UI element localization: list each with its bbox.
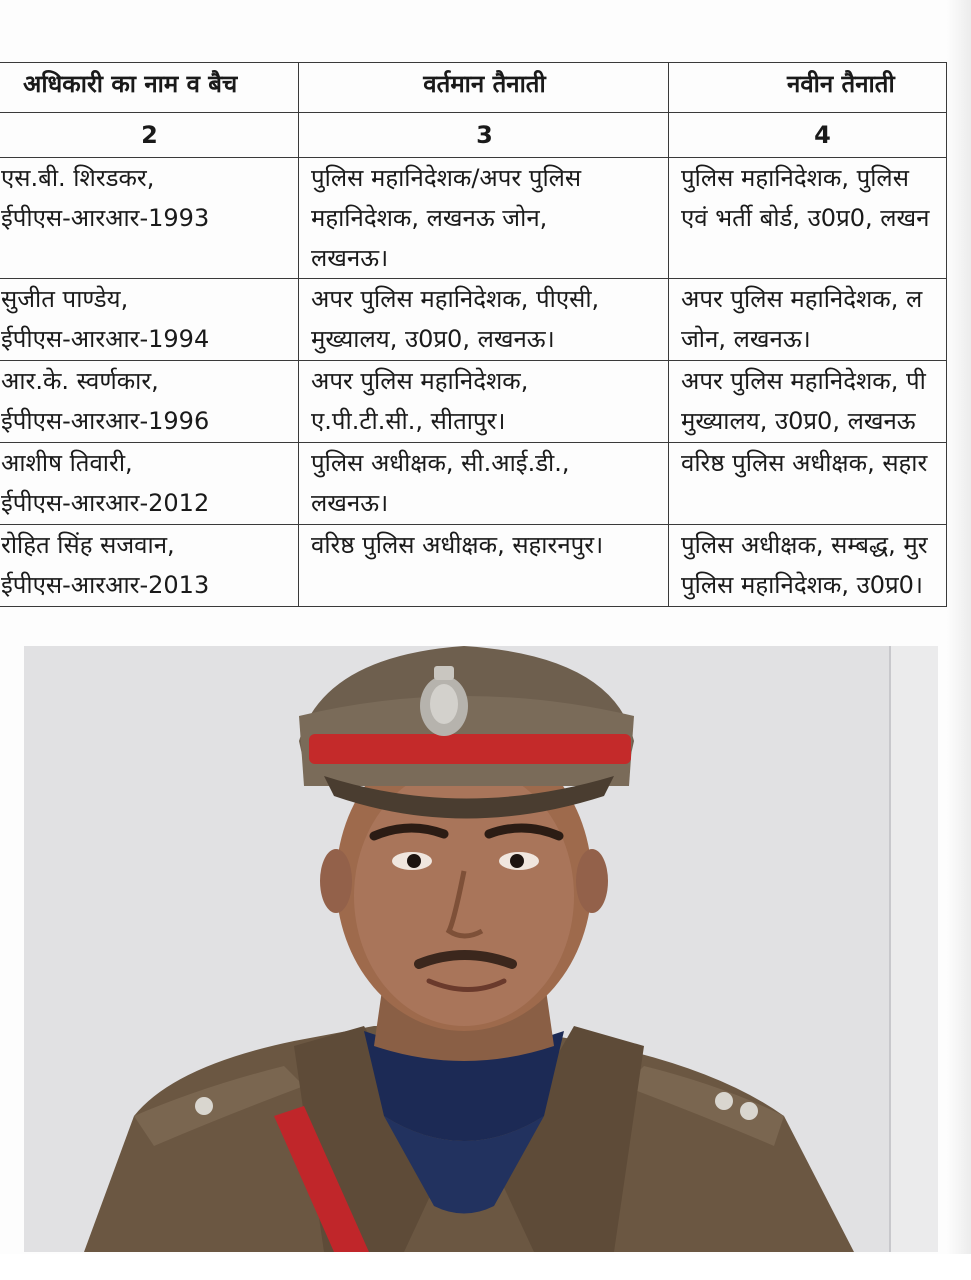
- new-posting-line: पुलिस महानिदेशक, उ0प्र0।: [681, 571, 924, 599]
- new-posting-cell: [669, 158, 947, 279]
- new-posting-cell: [669, 361, 947, 443]
- table-row: [0, 361, 947, 443]
- officer-batch: ईपीएस-आरआर-1993: [1, 204, 210, 232]
- officer-name-cell: [0, 525, 299, 607]
- table-row: [0, 158, 947, 279]
- new-posting-cell: [669, 443, 947, 525]
- new-posting-line: पुलिस महानिदेशक, पुलिस: [681, 164, 909, 192]
- column-number: 4: [669, 113, 947, 158]
- bottom-margin: [0, 1254, 971, 1280]
- current-posting-line: पुलिस अधीक्षक, सी.आई.डी.,: [311, 449, 570, 477]
- current-posting-line: ए.पी.टी.सी., सीतापुर।: [311, 407, 506, 435]
- current-posting-line: मुख्यालय, उ0प्र0, लखनऊ।: [311, 325, 555, 353]
- current-posting-line: वरिष्ठ पुलिस अधीक्षक, सहारनपुर।: [311, 531, 604, 559]
- officer-name: आर.के. स्वर्णकार,: [1, 367, 159, 395]
- officer-name-cell: [0, 158, 299, 279]
- header-officer-name: अधिकारी का नाम व बैच: [0, 63, 299, 113]
- table-row: [0, 279, 947, 361]
- page-edge-shadow: [947, 0, 971, 1280]
- current-posting-cell: [299, 361, 669, 443]
- new-posting-cell: [669, 525, 947, 607]
- current-posting-line: लखनऊ।: [311, 489, 389, 517]
- current-posting-line: अपर पुलिस महानिदेशक, पीएसी,: [311, 285, 600, 313]
- current-posting-line: अपर पुलिस महानिदेशक,: [311, 367, 529, 395]
- header-row: [0, 63, 947, 113]
- new-posting-line: पुलिस अधीक्षक, सम्बद्ध, मुर: [681, 531, 928, 559]
- officer-name-cell: [0, 443, 299, 525]
- current-posting-line: महानिदेशक, लखनऊ जोन,: [311, 204, 548, 232]
- officer-batch: ईपीएस-आरआर-1994: [1, 325, 210, 353]
- officer-photo: [24, 646, 938, 1252]
- current-posting-cell: [299, 158, 669, 279]
- new-posting-line: वरिष्ठ पुलिस अधीक्षक, सहार: [681, 449, 928, 477]
- new-posting-line: अपर पुलिस महानिदेशक, पी: [681, 367, 926, 395]
- officer-batch: ईपीएस-आरआर-2013: [1, 571, 210, 599]
- new-posting-line: मुख्यालय, उ0प्र0, लखनऊ: [681, 407, 916, 435]
- new-posting-line: अपर पुलिस महानिदेशक, ल: [681, 285, 923, 313]
- header-new-posting: नवीन तैनाती: [669, 63, 947, 113]
- table-row: [0, 443, 947, 525]
- header-current-posting: वर्तमान तैनाती: [299, 63, 669, 113]
- column-number-row: [0, 113, 947, 158]
- officer-portrait-illustration: [24, 646, 938, 1252]
- officer-batch: ईपीएस-आरआर-2012: [1, 489, 210, 517]
- new-posting-line: एवं भर्ती बोर्ड, उ0प्र0, लखन: [681, 204, 930, 232]
- new-posting-cell: [669, 279, 947, 361]
- current-posting-cell: [299, 443, 669, 525]
- officer-batch: ईपीएस-आरआर-1996: [1, 407, 210, 435]
- officer-name-cell: [0, 361, 299, 443]
- table-row: [0, 525, 947, 607]
- current-posting-line: पुलिस महानिदेशक/अपर पुलिस: [311, 164, 582, 192]
- officer-name: सुजीत पाण्डेय,: [1, 285, 129, 313]
- posting-table: [0, 62, 947, 607]
- current-posting-line: लखनऊ।: [311, 244, 389, 272]
- officer-name: रोहित सिंह सजवान,: [1, 531, 175, 559]
- current-posting-cell: [299, 525, 669, 607]
- officer-name-cell: [0, 279, 299, 361]
- current-posting-cell: [299, 279, 669, 361]
- new-posting-line: जोन, लखनऊ।: [681, 325, 811, 353]
- column-number: 2: [0, 113, 299, 158]
- officer-name: आशीष तिवारी,: [1, 449, 133, 477]
- column-number: 3: [299, 113, 669, 158]
- officer-name: एस.बी. शिरडकर,: [1, 164, 155, 192]
